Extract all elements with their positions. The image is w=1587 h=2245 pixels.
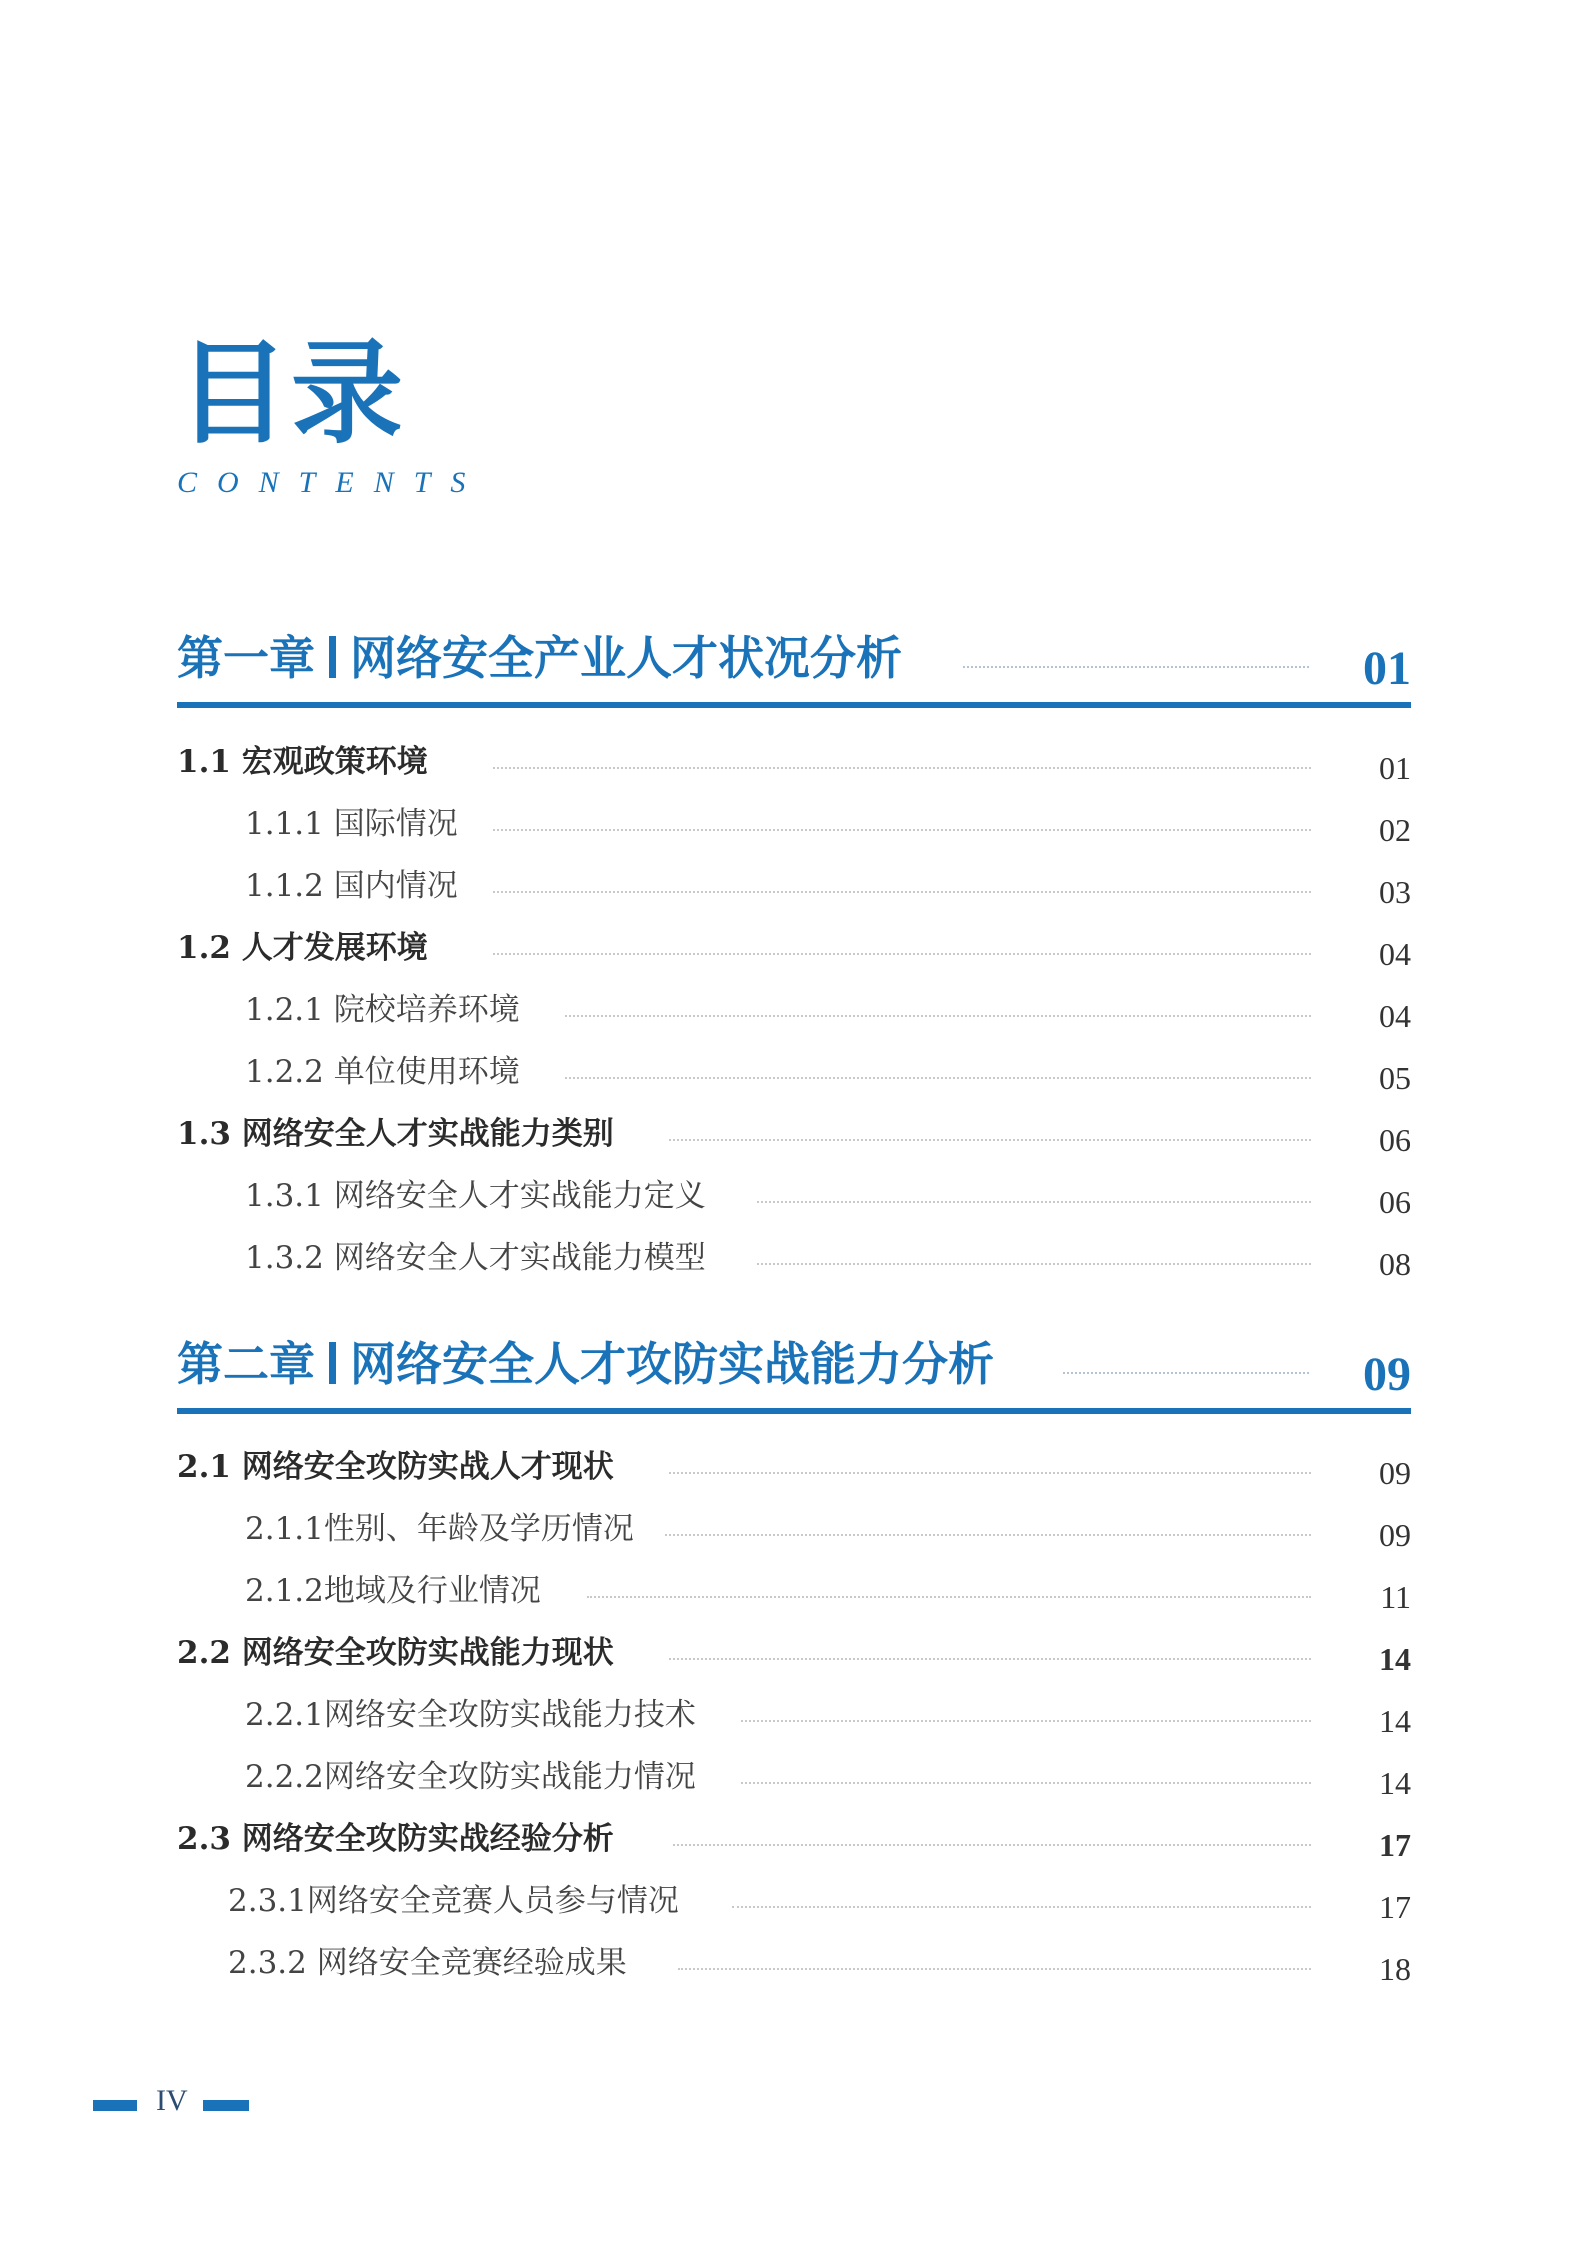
- toc-entry-label: 1.2.1 院校培养环境: [245, 992, 520, 1028]
- toc-entry-leader: [757, 1263, 1311, 1265]
- toc-entry-label: 2.1.2地域及行业情况: [245, 1573, 541, 1609]
- footer-page-number: IV: [156, 2084, 188, 2117]
- chapter-2-prefix: 第二章: [177, 1337, 315, 1391]
- toc-entry-leader: [493, 767, 1311, 769]
- toc-entry-2-3[interactable]: [177, 1810, 1411, 1870]
- toc-entry-leader: [741, 1720, 1311, 1722]
- toc-entry-2-2-1[interactable]: [245, 1686, 1411, 1746]
- toc-entry-label: 2.3.2 网络安全竞赛经验成果: [228, 1945, 627, 1981]
- toc-entry-leader: [669, 1658, 1311, 1660]
- toc-entry-label: 2.3.1网络安全竞赛人员参与情况: [228, 1883, 679, 1919]
- chapter-2-leader: [1063, 1372, 1309, 1374]
- toc-entry-leader: [493, 829, 1311, 831]
- toc-entry-page: 02: [1379, 812, 1411, 848]
- toc-entry-page: 01: [1379, 750, 1411, 786]
- chapter-2-rule: [177, 1408, 1411, 1414]
- toc-entry-leader: [757, 1201, 1311, 1203]
- toc-entry-leader: [678, 1968, 1311, 1970]
- toc-entry-label: 1.3.2 网络安全人才实战能力模型: [245, 1240, 706, 1276]
- toc-entry-page: 14: [1379, 1765, 1411, 1801]
- toc-entry-label: 2.3 网络安全攻防实战经验分析: [177, 1821, 614, 1857]
- toc-entry-page: 09: [1379, 1455, 1411, 1491]
- toc-entry-label: 1.3 网络安全人才实战能力类别: [177, 1116, 614, 1152]
- toc-entry-page: 08: [1379, 1246, 1411, 1282]
- toc-entry-1-2-2[interactable]: [245, 1043, 1411, 1103]
- chapter-1-title: 网络安全产业人才状况分析: [350, 631, 902, 685]
- chapter-2-divider: [329, 1342, 336, 1384]
- toc-entry-2-2-2[interactable]: [245, 1748, 1411, 1808]
- page-subtitle: CONTENTS: [177, 466, 486, 499]
- toc-entry-leader: [565, 1015, 1311, 1017]
- title-block: [177, 328, 486, 500]
- toc-entry-leader: [587, 1596, 1311, 1598]
- footer-bar-right: [203, 2100, 249, 2111]
- toc-entry-leader: [565, 1077, 1311, 1079]
- toc-entry-1-3-1[interactable]: [245, 1167, 1411, 1227]
- toc-entry-page: 14: [1379, 1641, 1411, 1677]
- chapter-1-leader: [963, 666, 1309, 668]
- toc-entry-page: 18: [1379, 1951, 1411, 1987]
- toc-entry-leader: [665, 1534, 1311, 1536]
- toc-entry-page: 05: [1379, 1060, 1411, 1096]
- toc-entry-label: 1.1.1 国际情况: [245, 806, 458, 842]
- chapter-1-label: [177, 622, 902, 688]
- chapter-1-heading[interactable]: [177, 618, 1411, 708]
- toc-entry-1-3[interactable]: [177, 1105, 1411, 1165]
- chapter-2-heading[interactable]: [177, 1324, 1411, 1414]
- toc-entry-label: 1.2 人才发展环境: [177, 930, 428, 966]
- toc-entry-label: 1.1 宏观政策环境: [177, 744, 428, 780]
- toc-entry-leader: [673, 1844, 1311, 1846]
- toc-entry-2-1[interactable]: [177, 1438, 1411, 1498]
- chapter-1-rule: [177, 702, 1411, 708]
- chapter-2-label: [177, 1328, 994, 1394]
- chapter-1-page: 01: [1363, 642, 1411, 695]
- toc-entry-2-1-1[interactable]: [245, 1500, 1411, 1560]
- toc-entry-page: 06: [1379, 1122, 1411, 1158]
- chapter-1-divider: [329, 636, 336, 678]
- toc-entry-page: 09: [1379, 1517, 1411, 1553]
- toc-entry-leader: [732, 1906, 1311, 1908]
- toc-entry-leader: [669, 1472, 1311, 1474]
- toc-entry-2-3-1[interactable]: [228, 1872, 1411, 1932]
- toc-entry-2-2[interactable]: [177, 1624, 1411, 1684]
- toc-entry-1-2[interactable]: [177, 919, 1411, 979]
- toc-entry-leader: [741, 1782, 1311, 1784]
- toc-entry-leader: [493, 891, 1311, 893]
- toc-entry-2-3-2[interactable]: [228, 1934, 1411, 1994]
- chapter-2-title: 网络安全人才攻防实战能力分析: [350, 1337, 994, 1391]
- footer-bar-left: [93, 2100, 137, 2111]
- toc-entry-label: 2.2.1网络安全攻防实战能力技术: [245, 1697, 696, 1733]
- toc-entry-page: 17: [1379, 1889, 1411, 1925]
- chapter-1-prefix: 第一章: [177, 631, 315, 685]
- toc-entry-page: 14: [1379, 1703, 1411, 1739]
- page-title: 目录: [177, 328, 405, 459]
- toc-entry-page: 06: [1379, 1184, 1411, 1220]
- toc-entry-label: 2.2 网络安全攻防实战能力现状: [177, 1635, 614, 1671]
- toc-entry-page: 04: [1379, 936, 1411, 972]
- toc-entry-1-1-1[interactable]: [245, 795, 1411, 855]
- toc-entry-page: 17: [1379, 1827, 1411, 1863]
- toc-entry-leader: [669, 1139, 1311, 1141]
- toc-entry-page: 04: [1379, 998, 1411, 1034]
- chapter-2-page: 09: [1363, 1348, 1411, 1401]
- toc-entry-1-3-2[interactable]: [245, 1229, 1411, 1289]
- toc-entry-2-1-2[interactable]: [245, 1562, 1411, 1622]
- toc-entry-1-2-1[interactable]: [245, 981, 1411, 1041]
- toc-entry-label: 2.1 网络安全攻防实战人才现状: [177, 1449, 614, 1485]
- toc-entry-page: 11: [1380, 1579, 1411, 1615]
- toc-entry-page: 03: [1379, 874, 1411, 910]
- toc-entry-1-1-2[interactable]: [245, 857, 1411, 917]
- toc-entry-label: 1.2.2 单位使用环境: [245, 1054, 520, 1090]
- toc-entry-label: 2.2.2网络安全攻防实战能力情况: [245, 1759, 696, 1795]
- toc-entry-label: 1.3.1 网络安全人才实战能力定义: [245, 1178, 706, 1214]
- toc-entry-label: 1.1.2 国内情况: [245, 868, 458, 904]
- toc-entry-label: 2.1.1性别、年龄及学历情况: [245, 1511, 634, 1547]
- toc-entry-leader: [493, 953, 1311, 955]
- toc-entry-1-1[interactable]: [177, 733, 1411, 793]
